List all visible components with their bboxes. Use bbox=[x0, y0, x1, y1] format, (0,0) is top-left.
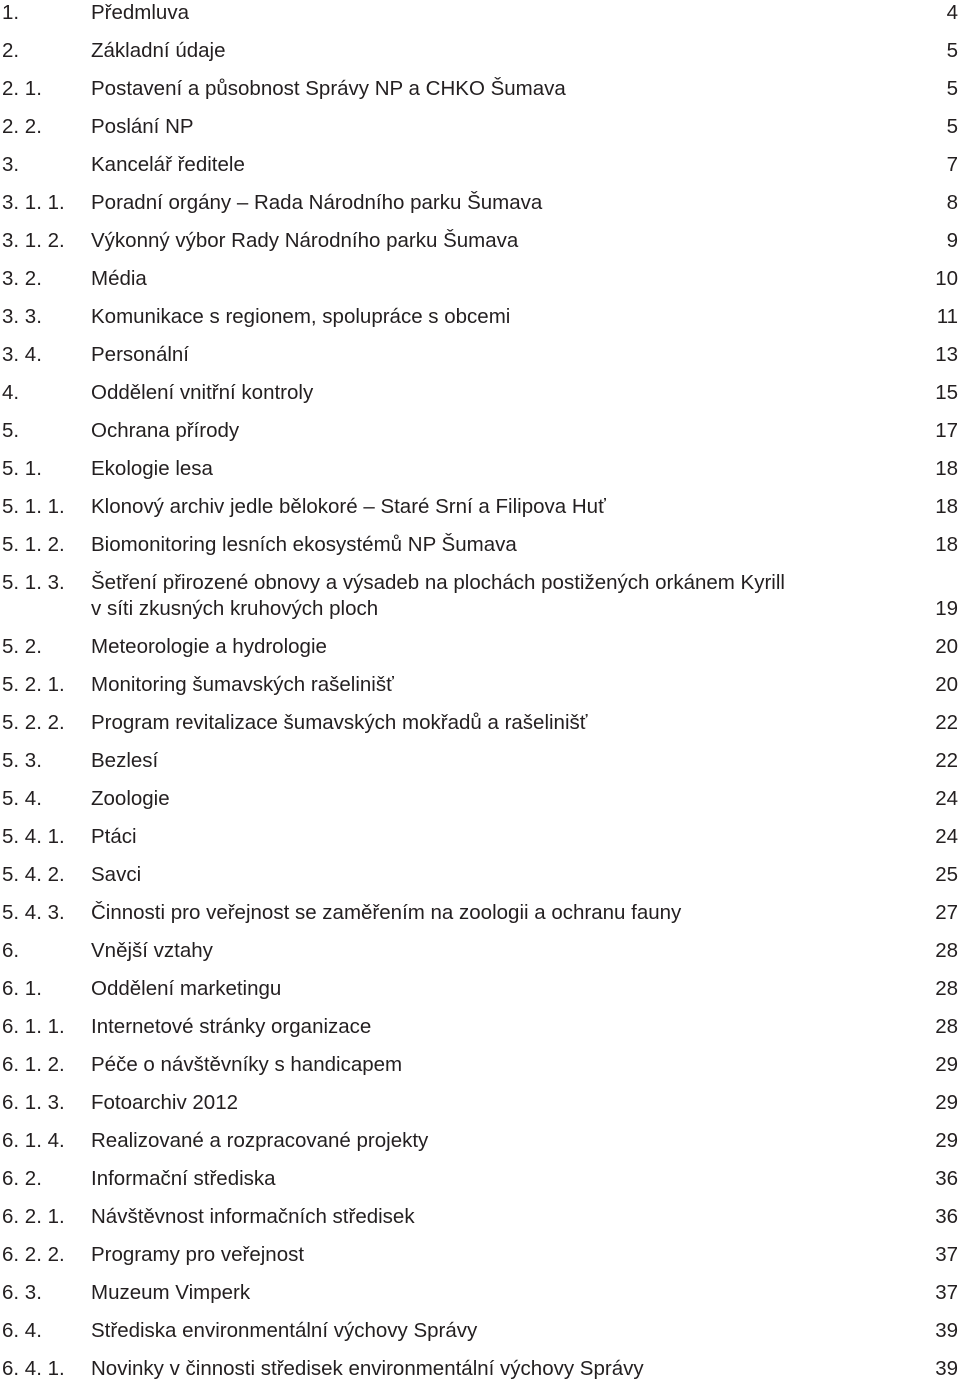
toc-entry-page: 39 bbox=[935, 1319, 958, 1342]
toc-entry-title: Biomonitoring lesních ekosystémů NP Šumava bbox=[91, 533, 517, 556]
toc-entry-title: Novinky v činnosti středisek environmentální výchovy Správy bbox=[91, 1357, 644, 1380]
toc-entry-title: Internetové stránky organizace bbox=[91, 1015, 372, 1038]
toc-entry-title: Realizované a rozpracované projekty bbox=[91, 1129, 429, 1152]
toc-entry-number: 5. 2. 2. bbox=[2, 711, 65, 734]
toc-entry-title: Ochrana přírody bbox=[91, 419, 240, 442]
toc-entry-title: Střediska environmentální výchovy Správy bbox=[91, 1319, 478, 1342]
toc-entry-title: Vnější vztahy bbox=[91, 939, 213, 962]
toc-entry-page: 11 bbox=[936, 305, 958, 328]
toc-entry-title: Personální bbox=[91, 343, 190, 366]
toc-entry-page: 5 bbox=[946, 77, 958, 100]
toc-entry-title: Média bbox=[91, 267, 147, 290]
toc-entry-number: 5. 4. bbox=[2, 787, 42, 810]
toc-entry-number: 5. 2. bbox=[2, 635, 42, 658]
toc-entry-title: Program revitalizace šumavských mokřadů a rašelinišť bbox=[91, 711, 588, 734]
toc-entry-number: 5. 2. 1. bbox=[2, 673, 65, 696]
toc-entry-page: 19 bbox=[935, 597, 958, 620]
toc-entry-page: 25 bbox=[935, 863, 958, 886]
toc-entry-page: 22 bbox=[935, 749, 958, 772]
toc-entry-title: Bezlesí bbox=[91, 749, 159, 772]
toc-entry-title-line: v síti zkusných kruhových ploch bbox=[91, 597, 379, 620]
toc-entry-title: Poslání NP bbox=[91, 115, 194, 138]
toc-entry-page: 17 bbox=[935, 419, 958, 442]
toc-entry-page: 28 bbox=[935, 977, 958, 1000]
toc-entry-page: 4 bbox=[946, 1, 958, 24]
toc-entry-page: 10 bbox=[935, 267, 958, 290]
toc-entry-number: 3. 4. bbox=[2, 343, 42, 366]
toc-entry-number: 6. 2. 1. bbox=[2, 1205, 65, 1228]
toc-entry-title: Návštěvnost informačních středisek bbox=[91, 1205, 415, 1228]
toc-entry-page: 24 bbox=[935, 787, 958, 810]
toc-entry-page: 24 bbox=[935, 825, 958, 848]
toc-entry-title: Základní údaje bbox=[91, 39, 226, 62]
toc-entry-title: Oddělení vnitřní kontroly bbox=[91, 381, 314, 404]
toc-entry-title: Oddělení marketingu bbox=[91, 977, 282, 1000]
toc-entry-title: Meteorologie a hydrologie bbox=[91, 635, 327, 658]
toc-entry-page: 8 bbox=[946, 191, 958, 214]
toc-entry-number: 1. bbox=[2, 1, 20, 24]
toc-entry-number: 6. 3. bbox=[2, 1281, 42, 1304]
toc-entry-page: 27 bbox=[935, 901, 958, 924]
toc-entry-number: 5. bbox=[2, 419, 20, 442]
toc-entry-number: 6. 1. 3. bbox=[2, 1091, 65, 1114]
toc-entry-number: 3. 1. 2. bbox=[2, 229, 65, 252]
toc-entry-title: Ekologie lesa bbox=[91, 457, 213, 480]
toc-entry-page: 5 bbox=[946, 39, 958, 62]
toc-entry-number: 5. 1. 1. bbox=[2, 495, 65, 518]
toc-entry-page: 28 bbox=[935, 1015, 958, 1038]
toc-entry-title: Předmluva bbox=[91, 1, 189, 24]
toc-entry-page: 15 bbox=[935, 381, 958, 404]
toc-entry-number: 6. 4. bbox=[2, 1319, 42, 1342]
toc-entry-page: 29 bbox=[935, 1091, 958, 1114]
toc-entry-title: Informační střediska bbox=[91, 1167, 276, 1190]
toc-entry-page: 9 bbox=[946, 229, 958, 252]
toc-entry-number: 5. 4. 2. bbox=[2, 863, 65, 886]
toc-entry-title: Poradní orgány – Rada Národního parku Šumava bbox=[91, 191, 543, 214]
toc-entry-title: Monitoring šumavských rašelinišť bbox=[91, 673, 394, 696]
toc-entry-number: 2. 2. bbox=[2, 115, 42, 138]
toc-entry-page: 18 bbox=[935, 533, 958, 556]
toc-entry-page: 29 bbox=[935, 1129, 958, 1152]
toc-entry-title: Klonový archiv jedle bělokoré – Staré Srní a Filipova Huť bbox=[91, 495, 606, 518]
toc-entry-number: 2. bbox=[2, 39, 20, 62]
toc-entry-page: 29 bbox=[935, 1053, 958, 1076]
toc-entry-number: 5. 4. 1. bbox=[2, 825, 65, 848]
toc-entry-title: Činnosti pro veřejnost se zaměřením na zoologii a ochranu fauny bbox=[91, 901, 682, 924]
toc-entry-number: 5. 3. bbox=[2, 749, 42, 772]
toc-entry-number: 3. bbox=[2, 153, 20, 176]
toc-entry-title: Výkonný výbor Rady Národního parku Šumava bbox=[91, 229, 519, 252]
toc-entry-number: 6. 1. bbox=[2, 977, 42, 1000]
toc-entry-page: 36 bbox=[935, 1167, 958, 1190]
toc-entry-title: Muzeum Vimperk bbox=[91, 1281, 251, 1304]
toc-entry-number: 5. 4. 3. bbox=[2, 901, 65, 924]
toc-entry-number: 3. 3. bbox=[2, 305, 42, 328]
toc-entry-number: 4. bbox=[2, 381, 20, 404]
toc-entry-title: Kancelář ředitele bbox=[91, 153, 245, 176]
toc-entry-title: Postavení a působnost Správy NP a CHKO Šumava bbox=[91, 77, 566, 100]
toc-entry-number: 2. 1. bbox=[2, 77, 42, 100]
toc-entry-number: 6. 1. 4. bbox=[2, 1129, 65, 1152]
toc-entry-title: Savci bbox=[91, 863, 142, 886]
toc-entry-page: 28 bbox=[935, 939, 958, 962]
toc-entry-title bbox=[91, 570, 871, 622]
toc-entry-title: Ptáci bbox=[91, 825, 137, 848]
toc-entry-number: 3. 1. 1. bbox=[2, 191, 65, 214]
toc-entry-page: 13 bbox=[935, 343, 958, 366]
toc-entry-title-line: Šetření přirozené obnovy a výsadeb na plochách postižených orkánem Kyrill bbox=[91, 571, 785, 594]
toc-entry-page: 18 bbox=[935, 495, 958, 518]
toc-entry-page: 20 bbox=[935, 635, 958, 658]
toc-entry-title: Fotoarchiv 2012 bbox=[91, 1091, 239, 1114]
toc-entry-number: 5. 1. bbox=[2, 457, 42, 480]
toc-entry-page: 37 bbox=[935, 1281, 958, 1304]
toc-entry-number: 5. 1. 3. bbox=[2, 571, 65, 594]
toc-entry-number: 6. 1. 2. bbox=[2, 1053, 65, 1076]
toc-entry-number: 6. 2. bbox=[2, 1167, 42, 1190]
toc-entry-page: 37 bbox=[935, 1243, 958, 1266]
toc-entry-page: 36 bbox=[935, 1205, 958, 1228]
toc-entry-number: 5. 1. 2. bbox=[2, 533, 65, 556]
toc-entry-number: 6. bbox=[2, 939, 20, 962]
toc-entry-number: 3. 2. bbox=[2, 267, 42, 290]
toc-entry-page: 5 bbox=[946, 115, 958, 138]
toc-entry-title: Zoologie bbox=[91, 787, 170, 810]
toc-entry-number: 6. 2. 2. bbox=[2, 1243, 65, 1266]
toc-entry-title: Péče o návštěvníky s handicapem bbox=[91, 1053, 403, 1076]
toc-entry-title: Komunikace s regionem, spolupráce s obcemi bbox=[91, 305, 511, 328]
toc-entry-page: 20 bbox=[935, 673, 958, 696]
toc-entry-page: 18 bbox=[935, 457, 958, 480]
toc-entry-title: Programy pro veřejnost bbox=[91, 1243, 305, 1266]
toc-entry-number: 6. 1. 1. bbox=[2, 1015, 65, 1038]
toc-entry-page: 22 bbox=[935, 711, 958, 734]
toc-entry-page: 39 bbox=[935, 1357, 958, 1380]
toc-entry-page: 7 bbox=[946, 153, 958, 176]
toc-entry-number: 6. 4. 1. bbox=[2, 1357, 65, 1380]
